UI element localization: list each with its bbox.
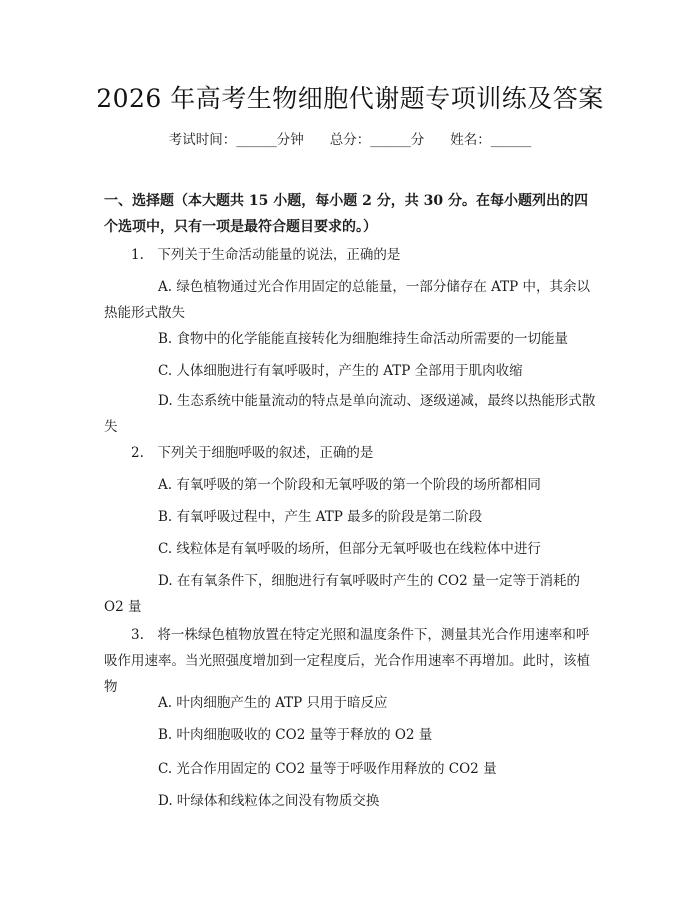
question-1-stem: 1. 下列关于生命活动能量的说法，正确的是 — [131, 247, 401, 263]
question-3-option-d: D. 叶绿体和线粒体之间没有物质交换 — [158, 793, 380, 809]
section-heading: 一、选择题（本大题共 15 小题，每小题 2 分，共 30 分。在每小题列出的四个选项中，只有一项是最符合题目要求的。） — [104, 193, 588, 235]
question-1-option-d: D. 生态系统中能量流动的特点是单向流动、逐级递减，最终以热能形式散失 — [104, 393, 596, 435]
exam-time-field: 考试时间：______分钟 — [168, 132, 304, 148]
question-2-option-b: B. 有氧呼吸过程中，产生 ATP 最多的阶段是第二阶段 — [158, 509, 483, 525]
question-3-stem: 3. 将一株绿色植物放置在特定光照和温度条件下，测量其光合作用速率和呼吸作用速率。当光照强度增加到一定程度后，光合作用速率不再增加。此时，该植物 — [104, 627, 590, 695]
name-field: 姓名：______ — [450, 132, 532, 148]
page-title: 2026 年高考生物细胞代谢题专项训练及答案 — [96, 84, 604, 113]
exam-meta — [0, 130, 700, 150]
question-1-option-a: A. 绿色植物通过光合作用固定的总能量，一部分储存在 ATP 中，其余以热能形式散失 — [104, 279, 591, 321]
question-3-option-c: C. 光合作用固定的 CO2 量等于呼吸作用释放的 CO2 量 — [158, 761, 497, 777]
total-score-field: 总分：______分 — [329, 132, 425, 148]
question-2-option-a: A. 有氧呼吸的第一个阶段和无氧呼吸的第一个阶段的场所都相同 — [158, 477, 541, 493]
question-3-option-b: B. 叶肉细胞吸收的 CO2 量等于释放的 O2 量 — [158, 727, 433, 743]
question-2-option-c: C. 线粒体是有氧呼吸的场所，但部分无氧呼吸也在线粒体中进行 — [158, 541, 541, 557]
question-2-stem: 2. 下列关于细胞呼吸的叙述，正确的是 — [131, 445, 374, 461]
question-1-option-b: B. 食物中的化学能能直接转化为细胞维持生命活动所需要的一切能量 — [158, 331, 569, 347]
question-3-option-a: A. 叶肉细胞产生的 ATP 只用于暗反应 — [158, 695, 388, 711]
question-2-option-d: D. 在有氧条件下，细胞进行有氧呼吸时产生的 CO2 量一定等于消耗的 O2 量 — [104, 573, 580, 615]
question-1-option-c: C. 人体细胞进行有氧呼吸时，产生的 ATP 全部用于肌肉收缩 — [158, 363, 523, 379]
